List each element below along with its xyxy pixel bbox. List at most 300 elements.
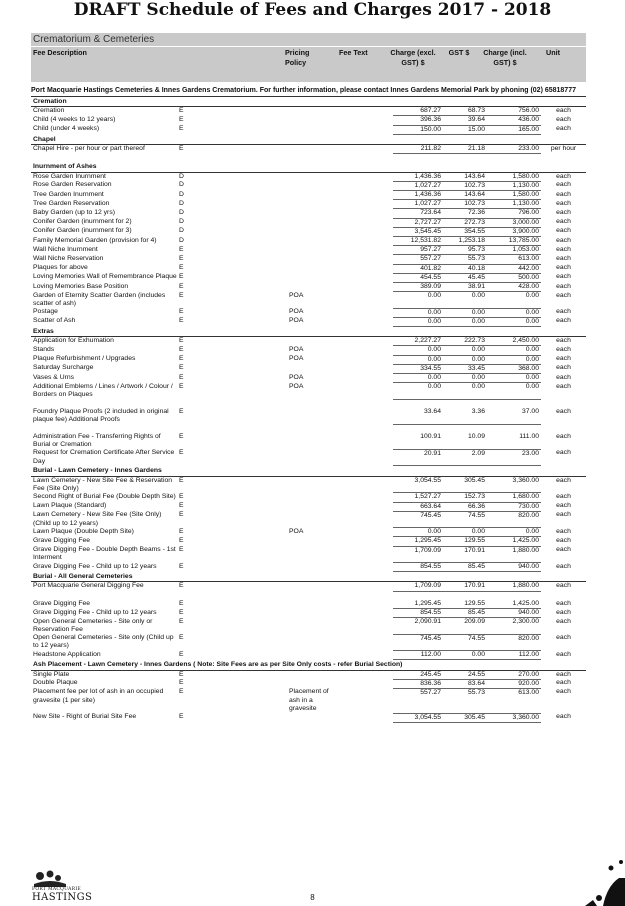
charge-incl-gst: 1,130.00 [487,181,541,190]
charge-excl-gst: 12,531.82 [393,237,443,246]
fee-description: Lawn Cemetery - New Site Fee & Reservation Fee (Site Only) [33,476,173,492]
fee-description: Rose Garden Inurnment [33,172,106,180]
fee-text [287,651,337,660]
gap [337,582,393,591]
gap [337,537,393,546]
charge-excl-gst: 1,295.45 [393,537,443,546]
gap [337,116,393,125]
category-row [31,660,586,670]
fee-text [287,713,337,722]
fee-description: Conifer Garden (inurnment for 2) [33,218,132,226]
gap [337,355,393,364]
gap [337,264,393,273]
charge-excl-gst: 1,527.27 [393,493,443,502]
fee-text: POA [289,355,304,363]
pricing-policy: E [179,650,184,658]
pricing-policy: D [179,181,184,189]
gap [337,600,393,609]
charge-incl-gst: 940.00 [487,609,541,618]
fee-text [287,582,337,591]
charge-excl-gst: 1,436.36 [393,191,443,200]
charge-excl-gst: 3,545.45 [393,227,443,236]
pricing-policy: E [179,511,184,519]
charge-excl-gst: 1,027.27 [393,181,443,190]
gap [337,337,393,346]
unit: each [556,227,571,235]
table-row [31,255,586,264]
fee-text: POA [289,382,304,390]
charge-incl-gst: 0.00 [487,308,541,317]
unit: each [556,562,571,570]
fee-text: POA [289,527,304,535]
fee-description: Single Plate [33,670,70,678]
pricing-policy: E [179,355,184,363]
gap [337,308,393,317]
table-row [31,634,586,650]
category-row [31,134,586,144]
fee-description: Second Right of Burial Fee (Double Depth Site) [33,492,176,500]
gst-amount: 33.45 [443,364,487,373]
unit: each [556,670,571,678]
fee-description: Garden of Eternity Scatter Garden (includes scatter of ash) [33,291,166,307]
fee-text [287,200,337,209]
fee-description: Vases & Urns [33,373,75,381]
fee-schedule [31,33,586,723]
unit: each [556,125,571,133]
unit: each [556,345,571,353]
charge-excl-gst: 1,709.09 [393,582,443,591]
gap [337,346,393,355]
charge-excl-gst: 0.00 [393,383,443,399]
charge-excl-gst: 687.27 [393,107,443,116]
table-row [31,374,586,383]
charge-incl-gst: 1,053.00 [487,246,541,255]
gst-amount: 1,253.18 [443,237,487,246]
gap [337,713,393,722]
pricing-policy: E [179,373,184,381]
table-header [31,46,586,82]
pricing-policy: E [179,582,184,590]
pricing-policy: E [179,670,184,678]
category-label: Burial - Lawn Cemetery - Innes Gardens [31,466,586,476]
fee-text: Placement of ash in a gravesite [289,688,329,712]
unit: each [556,492,571,500]
fee-description: Rose Garden Reservation [33,181,112,189]
fees-table [31,97,586,723]
charge-excl-gst: 2,227.27 [393,337,443,346]
fee-text [287,227,337,236]
gap [337,383,393,399]
page-number: 8 [310,893,315,902]
category-row [31,97,586,107]
table-row [31,218,586,227]
charge-incl-gst: 112.00 [487,651,541,660]
pricing-policy: E [179,364,184,372]
charge-incl-gst: 820.00 [487,634,541,650]
fee-text [287,181,337,190]
fee-description: Grave Digging Fee - Child up to 12 years [33,608,157,616]
unit: each [556,355,571,363]
gap [337,502,393,511]
gst-amount: 170.91 [443,546,487,562]
charge-incl-gst: 3,360.00 [487,713,541,722]
gap [337,679,393,688]
spacer-row [31,154,586,163]
charge-incl-gst: 436.00 [487,116,541,125]
table-row [31,679,586,688]
gap [337,634,393,650]
charge-incl-gst: 1,425.00 [487,537,541,546]
unit: each [556,337,571,345]
table-row [31,609,586,618]
table-row [31,209,586,218]
category-label: Inurnment of Ashes [31,162,586,172]
category-row [31,162,586,172]
category-label: Burial - All General Cemeteries [31,572,586,582]
fee-description: Open General Cemeteries - Site only or Reservation Fee [33,617,153,633]
unit: each [556,373,571,381]
table-row [31,283,586,292]
pricing-policy: D [179,218,184,226]
pricing-policy: E [179,536,184,544]
gap [337,688,393,713]
fee-description: Open General Cemeteries - Site only (Child up to 12 years) [33,634,174,650]
fee-text [287,476,337,493]
section-title: Crematorium & Cemeteries [31,33,586,46]
unit: each [556,433,571,441]
unit: each [556,282,571,290]
fee-description: Conifer Garden (inurnment for 3) [33,227,132,235]
charge-excl-gst: 2,090.91 [393,618,443,634]
gst-amount: 102.73 [443,181,487,190]
charge-incl-gst: 0.00 [487,528,541,537]
charge-incl-gst: 37.00 [487,408,541,424]
table-row [31,172,586,181]
unit: each [556,245,571,253]
pricing-policy: E [179,407,184,415]
gap [337,172,393,181]
gst-amount: 129.55 [443,537,487,546]
fee-description: Placement fee per lot of ash in an occupied gravesite (1 per site) [33,688,164,704]
charge-excl-gst: 0.00 [393,355,443,364]
table-row [31,308,586,317]
logo-line1: PORT MACQUARIE [32,887,82,892]
unit: each [556,527,571,535]
fee-text [287,493,337,502]
logo-mark-icon [30,869,70,889]
pricing-policy: E [179,634,184,642]
charge-incl-gst: 0.00 [487,374,541,383]
table-row [31,600,586,609]
unit: each [556,679,571,687]
table-row [31,355,586,364]
unit: each [556,449,571,457]
spacer-row [31,591,586,600]
unit: each [556,713,571,721]
unit: each [556,688,571,696]
pricing-policy: E [179,679,184,687]
charge-excl-gst: 245.45 [393,670,443,679]
gst-amount: 39.64 [443,116,487,125]
table-row [31,264,586,273]
fees-table-body [31,97,586,722]
charge-excl-gst: 454.55 [393,273,443,282]
gap [337,618,393,634]
unit: each [556,364,571,372]
gst-amount: 55.73 [443,688,487,713]
header-fee-text: Fee Text [339,48,368,57]
gst-amount: 21.18 [443,145,487,154]
charge-incl-gst: 0.00 [487,355,541,364]
pricing-policy: D [179,190,184,198]
fee-description: Cremation [33,107,65,115]
table-row [31,181,586,190]
charge-excl-gst: 836.36 [393,679,443,688]
charge-incl-gst: 233.00 [487,145,541,154]
charge-incl-gst: 1,880.00 [487,546,541,562]
fee-text [287,600,337,609]
fee-text: POA [289,345,304,353]
charge-excl-gst: 854.55 [393,563,443,572]
unit: each [556,190,571,198]
table-row [31,476,586,493]
pricing-policy: E [179,492,184,500]
header-gst: GST $ [448,48,470,57]
fee-text [287,609,337,618]
charge-excl-gst: 389.09 [393,283,443,292]
table-row [31,670,586,679]
fee-description: Postage [33,308,58,316]
gap [337,107,393,116]
pricing-policy: D [179,236,184,244]
pricing-policy: E [179,608,184,616]
spacer-row [31,399,586,408]
spacer-row [31,424,586,433]
charge-incl-gst: 2,450.00 [487,337,541,346]
table-row [31,317,586,326]
fee-description: Family Memorial Garden (provision for 4) [33,236,157,244]
gst-amount: 152.73 [443,493,487,502]
category-label: Ash Placement - Lawn Cemetery - Innes Gardens ( Note: Site Fees are as per Site Only costs - refer Burial Section) [31,660,586,670]
charge-incl-gst: 3,000.00 [487,218,541,227]
fee-description: Lawn Plaque (Double Depth Site) [33,527,134,535]
pricing-policy: E [179,617,184,625]
fee-text [287,634,337,650]
charge-incl-gst: 3,900.00 [487,227,541,236]
gst-amount: 74.55 [443,511,487,527]
charge-excl-gst: 150.00 [393,125,443,134]
charge-excl-gst: 0.00 [393,308,443,317]
fee-text [287,191,337,200]
unit: each [556,546,571,554]
charge-excl-gst: 1,436.36 [393,172,443,181]
charge-incl-gst: 1,680.00 [487,493,541,502]
header-charge-excl: Charge (excl. GST) $ [390,48,436,67]
table-row [31,200,586,209]
pricing-policy: D [179,199,184,207]
fee-text [287,283,337,292]
gap [337,546,393,562]
unit: each [556,107,571,115]
header-pricing-policy: Pricing Policy [285,48,310,67]
table-row [31,292,586,308]
fee-text: POA [289,291,304,299]
gap [337,449,393,465]
fee-description: Plaque Refurbishment / Upgrades [33,355,136,363]
gst-amount: 0.00 [443,317,487,326]
fee-description: Tree Garden Inurnment [33,190,104,198]
category-label: Cremation [31,97,586,107]
charge-excl-gst: 112.00 [393,651,443,660]
table-row [31,688,586,713]
pricing-policy: E [179,125,184,133]
charge-excl-gst: 100.91 [393,433,443,449]
fee-description: Headstone Application [33,650,101,658]
fee-text [287,449,337,465]
gap [337,609,393,618]
unit: each [556,476,571,484]
table-row [31,618,586,634]
fee-description: Baby Garden (up to 12 yrs) [33,208,115,216]
unit: each [556,181,571,189]
fee-text [287,679,337,688]
fee-text [287,218,337,227]
fee-description: Loving Memories Wall of Remembrance Plaque [33,273,177,281]
table-row [31,364,586,373]
fee-text [287,618,337,634]
gap [337,246,393,255]
gst-amount: 305.45 [443,476,487,493]
header-fee-description: Fee Description [33,48,87,57]
table-row [31,546,586,562]
fee-text [287,563,337,572]
fee-description: Chapel Hire - per hour or part thereof [33,145,145,153]
fee-description: Wall Niche Inurnment [33,245,98,253]
unit: each [556,308,571,316]
fee-text [287,107,337,116]
gap [337,218,393,227]
charge-excl-gst: 211.82 [393,145,443,154]
gap [337,283,393,292]
fee-description: Additional Emblems / Lines / Artwork / Colour / Borders on Plaques [33,382,173,398]
fee-description: New Site - Right of Burial Site Fee [33,713,137,721]
charge-incl-gst: 23.00 [487,449,541,465]
gst-amount: 72.36 [443,209,487,218]
fee-text [287,537,337,546]
charge-excl-gst: 0.00 [393,374,443,383]
pricing-policy: D [179,227,184,235]
table-row [31,537,586,546]
unit: each [556,608,571,616]
charge-excl-gst: 0.00 [393,346,443,355]
fee-text [287,264,337,273]
gst-amount: 68.73 [443,107,487,116]
pricing-policy: E [179,264,184,272]
gst-amount: 0.00 [443,383,487,399]
pricing-policy: E [179,291,184,299]
pricing-policy: E [179,245,184,253]
pricing-policy: D [179,172,184,180]
gst-amount: 0.00 [443,374,487,383]
charge-excl-gst: 745.45 [393,634,443,650]
table-row [31,273,586,282]
charge-excl-gst: 3,054.55 [393,476,443,493]
charge-incl-gst: 796.00 [487,209,541,218]
table-row [31,383,586,399]
fee-description: Grave Digging Fee - Double Depth Beams - 1st Interment [33,546,176,562]
gst-amount: 55.73 [443,255,487,264]
pricing-policy: E [179,254,184,262]
table-row [31,145,586,154]
fee-description: Tree Garden Reservation [33,199,110,207]
table-row [31,346,586,355]
unit: each [556,382,571,390]
unit: each [556,634,571,642]
pricing-policy: E [179,107,184,115]
table-row [31,449,586,465]
fee-description: Lawn Cemetery - New Site Fee (Site Only) (Child up to 12 years) [33,511,162,527]
charge-incl-gst: 613.00 [487,688,541,713]
gst-amount: 143.64 [443,191,487,200]
charge-incl-gst: 820.00 [487,511,541,527]
charge-incl-gst: 0.00 [487,292,541,308]
unit: each [556,264,571,272]
unit: each [556,218,571,226]
charge-incl-gst: 0.00 [487,346,541,355]
header-charge-incl: Charge (incl. GST) $ [483,48,527,67]
charge-incl-gst: 2,300.00 [487,618,541,634]
fee-description: Foundry Plaque Proofs (2 included in original plaque fee) Additional Proofs [33,407,169,424]
pricing-policy: D [179,208,184,216]
unit: each [556,236,571,244]
table-row [31,237,586,246]
unit: each [556,599,571,607]
fee-description: Request for Cremation Certificate After Service Day [33,449,175,465]
charge-incl-gst: 0.00 [487,383,541,399]
unit: each [556,291,571,299]
unit: each [556,254,571,262]
gst-amount: 209.09 [443,618,487,634]
gst-amount: 95.73 [443,246,487,255]
gst-amount: 2.09 [443,449,487,465]
charge-excl-gst: 334.55 [393,364,443,373]
unit: each [556,617,571,625]
charge-excl-gst: 3,054.55 [393,713,443,722]
gst-amount: 38.91 [443,283,487,292]
table-row [31,651,586,660]
fee-text [287,145,337,154]
gap [337,227,393,236]
pricing-policy: E [179,713,184,721]
charge-incl-gst: 613.00 [487,255,541,264]
pricing-policy: E [179,337,184,345]
unit: each [556,172,571,180]
gst-amount: 3.36 [443,408,487,424]
pricing-policy: E [179,562,184,570]
pricing-policy: E [179,115,184,123]
table-row [31,125,586,134]
gst-amount: 222.73 [443,337,487,346]
fee-text [287,246,337,255]
gst-amount: 0.00 [443,528,487,537]
charge-incl-gst: 920.00 [487,679,541,688]
charge-incl-gst: 442.00 [487,264,541,273]
unit: each [556,317,571,325]
charge-incl-gst: 3,360.00 [487,476,541,493]
table-row [31,582,586,591]
charge-excl-gst: 401.82 [393,264,443,273]
gst-amount: 0.00 [443,651,487,660]
